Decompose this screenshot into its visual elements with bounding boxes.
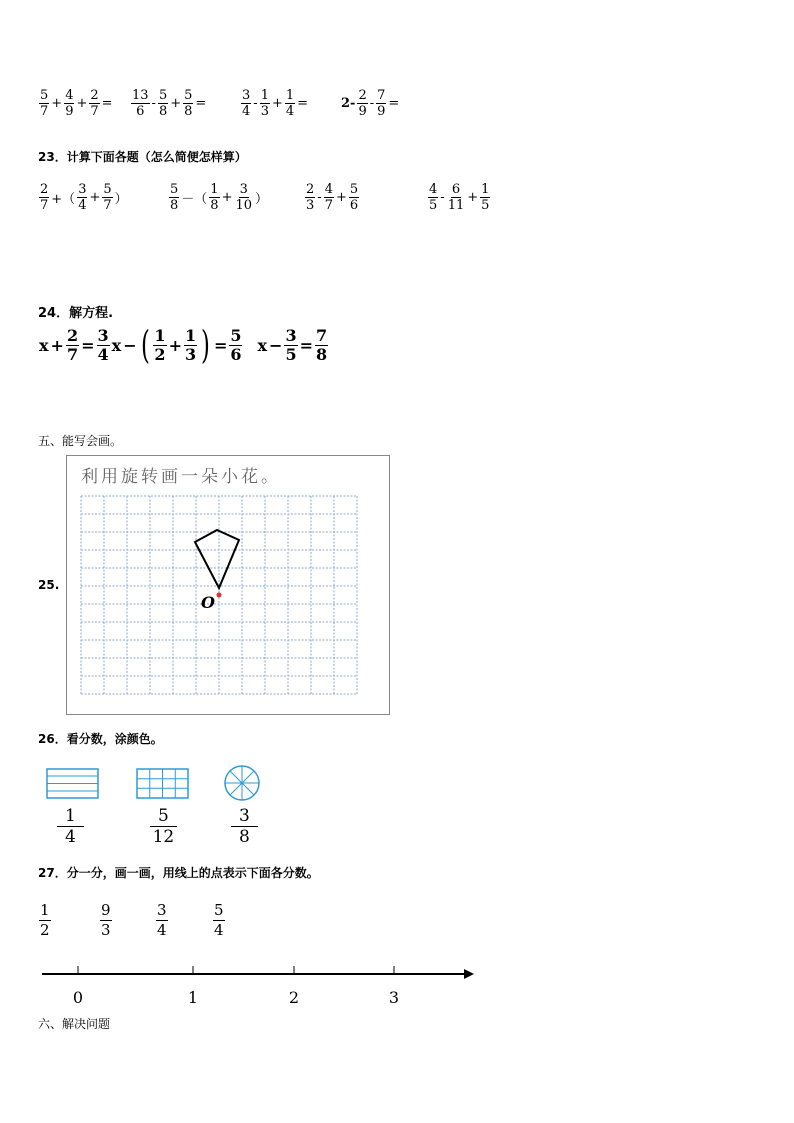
q23-expression-2: $\frac{5}{8}$ －（ $\frac{1}{8}$ + $\frac{3}{10}$ ） (170, 182, 269, 213)
q23-expression-1: $\frac{2}{7}$ +（ $\frac{3}{4}$ + $\frac{5}{7}$ ） (40, 182, 128, 213)
shape-rect-twelfths (136, 768, 190, 800)
q23-expression-4: $\frac{4}{5}$ - $\frac{6}{11}$ + $\frac{1}{5}$ (429, 182, 490, 213)
shape-circle-eighths (223, 764, 261, 802)
fraction: $\frac{5}{7}$ (40, 88, 49, 119)
tick-label: 0 (72, 988, 84, 1007)
question-25-number: 25. (38, 578, 60, 592)
exercise-row-1: $\frac{5}{7}$ + $\frac{4}{9}$ + $\frac{2}{7}$ = (40, 88, 113, 119)
question-24-title: 24．解方程. (38, 306, 114, 321)
left-paren: ( (140, 323, 150, 367)
question-23-title: 23．计算下面各题（怎么简便怎样算） (38, 150, 247, 164)
question-27-title: 27．分一分，画一画，用线上的点表示下面各分数。 (38, 866, 319, 880)
q27-fraction-4: $\frac{5}{4}$ (214, 901, 224, 939)
question-26-title: 26．看分数，涂颜色。 (38, 732, 163, 746)
number-line-arrow-icon (464, 969, 474, 979)
tick-label: 3 (388, 988, 400, 1007)
q24-equations: x + $\frac{2}{7}$ = $\frac{3}{4}$ x − ( $\frac{1}{2}$ + $\frac{1}{3}$ ) = $\frac{5}{6}$ x − $\frac{3}{5}$ = $\frac{7}{8}$ (39, 323, 328, 367)
tick-label: 1 (187, 988, 199, 1007)
exercise-row-2: $\frac{13}{6}$ - $\frac{5}{8}$ + $\frac{5}{8}$ = (132, 88, 207, 119)
fraction-label-1: 1 4 (57, 806, 84, 847)
exercise-row-4: 2- $\frac{2}{9}$ - $\frac{7}{9}$ = (341, 88, 400, 119)
number-line (40, 962, 480, 1012)
exercise-row-3: $\frac{3}{4}$ - $\frac{1}{3}$ + $\frac{1}{4}$ = (242, 88, 309, 119)
q23-expression-3: $\frac{2}{3}$ - $\frac{4}{7}$ + $\frac{5}{6}$ (306, 182, 359, 213)
rotation-center-label: O (201, 593, 215, 612)
rotation-center-point (217, 593, 222, 598)
fraction-label-2: 5 12 (150, 806, 177, 847)
section-5-title: 五、能写会画。 (38, 434, 123, 448)
kite-shape (195, 530, 239, 588)
grid-caption: 利用旋转画一朵小花。 (81, 467, 281, 487)
q27-fraction-1: $\frac{1}{2}$ (40, 901, 50, 939)
right-paren: ) (201, 323, 210, 367)
shape-rect-quarters (46, 768, 100, 800)
tick-label: 2 (288, 988, 300, 1007)
q27-fraction-2: $\frac{9}{3}$ (101, 901, 111, 939)
section-6-title: 六、解决问题 (38, 1017, 111, 1031)
fraction-label-3: 3 8 (231, 806, 258, 847)
grid-svg (67, 456, 389, 714)
rotation-grid-figure (66, 455, 390, 715)
q27-fraction-3: $\frac{3}{4}$ (157, 901, 167, 939)
